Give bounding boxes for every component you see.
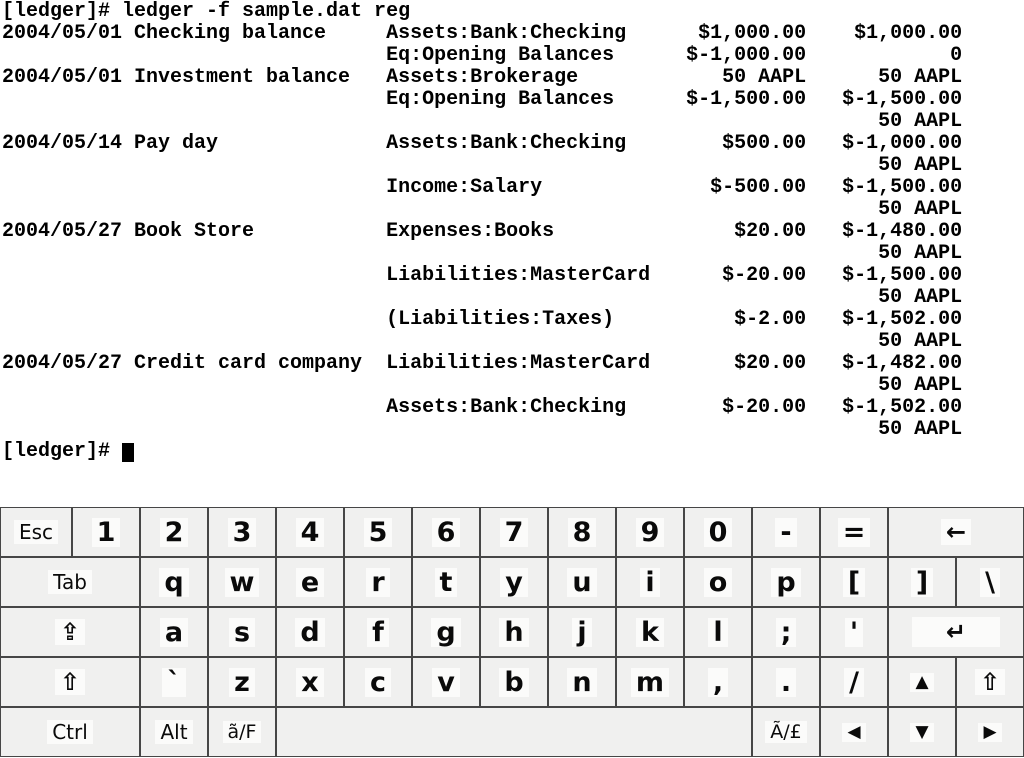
key-z[interactable]	[208, 657, 276, 707]
0-label: 0	[704, 518, 733, 547]
7-label: 7	[500, 518, 529, 547]
v-label: v	[432, 668, 460, 697]
arrow-up-icon: ▲	[910, 673, 933, 692]
k-label: k	[636, 618, 664, 647]
backslash-label: \	[980, 568, 1000, 597]
keyboard-row-3	[0, 607, 1024, 657]
o-label: o	[704, 568, 733, 597]
g-label: g	[431, 618, 460, 647]
terminal-prompt-line: [ledger]#	[2, 441, 962, 463]
a-label: a	[160, 618, 188, 647]
key-4[interactable]	[276, 507, 344, 557]
2-label: 2	[160, 518, 189, 547]
key-m[interactable]	[616, 657, 684, 707]
key-r[interactable]	[344, 557, 412, 607]
key-y[interactable]	[480, 557, 548, 607]
key-k[interactable]	[616, 607, 684, 657]
key-shift-left[interactable]	[0, 657, 140, 707]
z-label: z	[229, 668, 255, 697]
atilde-f-label: ã/F	[223, 721, 262, 744]
terminal-line: 2004/05/27 Credit card company Liabilities:MasterCard $20.00 $-1,482.00	[2, 352, 963, 375]
b-label: b	[499, 668, 528, 697]
key-t[interactable]	[412, 557, 480, 607]
3-label: 3	[228, 518, 257, 547]
terminal-command-line: [ledger]# ledger -f sample.dat reg	[2, 0, 411, 23]
key-minus[interactable]	[752, 507, 820, 557]
shift-right-icon: ⇧	[975, 669, 1005, 695]
key-backspace[interactable]	[888, 507, 1024, 557]
key-atilde-f[interactable]	[208, 707, 276, 757]
terminal-line: (Liabilities:Taxes) $-2.00 $-1,502.00	[2, 308, 963, 331]
1-label: 1	[92, 518, 121, 547]
slash-label: /	[844, 668, 864, 697]
key-ctrl[interactable]	[0, 707, 140, 757]
terminal-line: 50 AAPL	[2, 330, 963, 353]
key-6[interactable]	[412, 507, 480, 557]
keyboard-row-4	[0, 657, 1024, 707]
terminal-line: 2004/05/14 Pay day Assets:Bank:Checking $500.00 $-1,000.00	[2, 132, 963, 155]
key-backslash[interactable]	[956, 557, 1024, 607]
ctrl-label: Ctrl	[47, 720, 93, 744]
key-a[interactable]	[140, 607, 208, 657]
key-7[interactable]	[480, 507, 548, 557]
c-label: c	[365, 668, 391, 697]
key-tab[interactable]	[0, 557, 140, 607]
w-label: w	[225, 568, 260, 597]
y-label: y	[500, 568, 528, 597]
key-e[interactable]	[276, 557, 344, 607]
terminal-line: Eq:Opening Balances $-1,000.00 0	[2, 44, 963, 67]
key-0[interactable]	[684, 507, 752, 557]
key-p[interactable]	[752, 557, 820, 607]
key-caps-lock[interactable]	[0, 607, 140, 657]
terminal-line: 2004/05/01 Investment balance Assets:Brokerage 50 AAPL 50 AAPL	[2, 66, 963, 89]
minus-label: -	[775, 518, 796, 547]
s-label: s	[229, 618, 255, 647]
terminal-line: Income:Salary $-500.00 $-1,500.00	[2, 176, 963, 199]
key-atilde-pound[interactable]	[752, 707, 820, 757]
terminal-line: 50 AAPL	[2, 418, 963, 441]
grave-label: `	[162, 668, 186, 697]
key-f[interactable]	[344, 607, 412, 657]
key-s[interactable]	[208, 607, 276, 657]
key-w[interactable]	[208, 557, 276, 607]
esc-label: Esc	[14, 520, 58, 544]
lbracket-label: [	[843, 568, 865, 597]
key-space[interactable]	[276, 707, 752, 757]
n-label: n	[567, 668, 596, 697]
key-j[interactable]	[548, 607, 616, 657]
keyboard-row-1	[0, 507, 1024, 557]
terminal-line: 2004/05/01 Checking balance Assets:Bank:Checking $1,000.00 $1,000.00	[2, 22, 963, 45]
terminal-line: 50 AAPL	[2, 242, 963, 265]
terminal-line: Liabilities:MasterCard $-20.00 $-1,500.00	[2, 264, 963, 287]
key-b[interactable]	[480, 657, 548, 707]
6-label: 6	[432, 518, 461, 547]
key-semicolon[interactable]	[752, 607, 820, 657]
virtual-keyboard	[0, 507, 1024, 757]
keyboard-row-2	[0, 557, 1024, 607]
t-label: t	[435, 568, 458, 597]
x-label: x	[296, 668, 323, 697]
key-q[interactable]	[140, 557, 208, 607]
text-cursor	[122, 443, 134, 462]
key-shift-right[interactable]	[956, 657, 1024, 707]
enter-icon: ↵	[912, 617, 1000, 647]
f-label: f	[367, 618, 389, 647]
key-enter[interactable]	[888, 607, 1024, 657]
key-o[interactable]	[684, 557, 752, 607]
key-5[interactable]	[344, 507, 412, 557]
key-v[interactable]	[412, 657, 480, 707]
arrow-right-icon: ▶	[978, 723, 1001, 742]
terminal-line: 50 AAPL	[2, 198, 963, 221]
period-label: .	[776, 668, 796, 697]
key-arrow-left[interactable]	[820, 707, 888, 757]
terminal-line: 50 AAPL	[2, 110, 963, 133]
backspace-icon: ←	[941, 519, 971, 545]
e-label: e	[296, 568, 324, 597]
h-label: h	[499, 618, 528, 647]
4-label: 4	[296, 518, 325, 547]
terminal-line: 2004/05/27 Book Store Expenses:Books $20.00 $-1,480.00	[2, 220, 963, 243]
key-i[interactable]	[616, 557, 684, 607]
key-c[interactable]	[344, 657, 412, 707]
key-equals[interactable]	[820, 507, 888, 557]
alt-label: Alt	[155, 720, 192, 744]
key-1[interactable]	[72, 507, 140, 557]
key-2[interactable]	[140, 507, 208, 557]
key-esc[interactable]	[0, 507, 72, 557]
apostrophe-label: '	[845, 618, 863, 647]
u-label: u	[567, 568, 596, 597]
i-label: i	[640, 568, 659, 597]
p-label: p	[771, 568, 800, 597]
m-label: m	[631, 668, 669, 697]
tab-label: Tab	[48, 570, 92, 594]
key-rbracket[interactable]	[888, 557, 956, 607]
key-l[interactable]	[684, 607, 752, 657]
arrow-left-icon: ◀	[842, 723, 865, 742]
key-8[interactable]	[548, 507, 616, 557]
q-label: q	[159, 568, 188, 597]
key-9[interactable]	[616, 507, 684, 557]
key-arrow-right[interactable]	[956, 707, 1024, 757]
key-3[interactable]	[208, 507, 276, 557]
key-lbracket[interactable]	[820, 557, 888, 607]
terminal-line: Eq:Opening Balances $-1,500.00 $-1,500.00	[2, 88, 963, 111]
key-slash[interactable]	[820, 657, 888, 707]
comma-label: ,	[708, 668, 728, 697]
key-arrow-up[interactable]	[888, 657, 956, 707]
8-label: 8	[568, 518, 597, 547]
semicolon-label: ;	[776, 618, 797, 647]
key-alt[interactable]	[140, 707, 208, 757]
key-g[interactable]	[412, 607, 480, 657]
key-comma[interactable]	[684, 657, 752, 707]
key-n[interactable]	[548, 657, 616, 707]
key-h[interactable]	[480, 607, 548, 657]
keyboard-row-5	[0, 707, 1024, 757]
caps-lock-icon: ⇪	[55, 619, 85, 645]
arrow-down-icon: ▼	[910, 723, 933, 742]
key-apostrophe[interactable]	[820, 607, 888, 657]
9-label: 9	[636, 518, 665, 547]
atilde-pound-label: Ã/£	[765, 721, 807, 744]
terminal-line: 50 AAPL	[2, 286, 963, 309]
key-arrow-down[interactable]	[888, 707, 956, 757]
key-grave[interactable]	[140, 657, 208, 707]
terminal-line: 50 AAPL	[2, 374, 963, 397]
j-label: j	[572, 618, 591, 647]
key-u[interactable]	[548, 557, 616, 607]
terminal-line: Assets:Bank:Checking $-20.00 $-1,502.00	[2, 396, 963, 419]
equals-label: =	[838, 518, 871, 547]
r-label: r	[366, 568, 389, 597]
d-label: d	[295, 618, 324, 647]
rbracket-label: ]	[911, 568, 933, 597]
key-period[interactable]	[752, 657, 820, 707]
key-d[interactable]	[276, 607, 344, 657]
l-label: l	[708, 618, 727, 647]
shift-left-icon: ⇧	[55, 669, 85, 695]
5-label: 5	[364, 518, 393, 547]
key-x[interactable]	[276, 657, 344, 707]
terminal-line: 50 AAPL	[2, 154, 963, 177]
